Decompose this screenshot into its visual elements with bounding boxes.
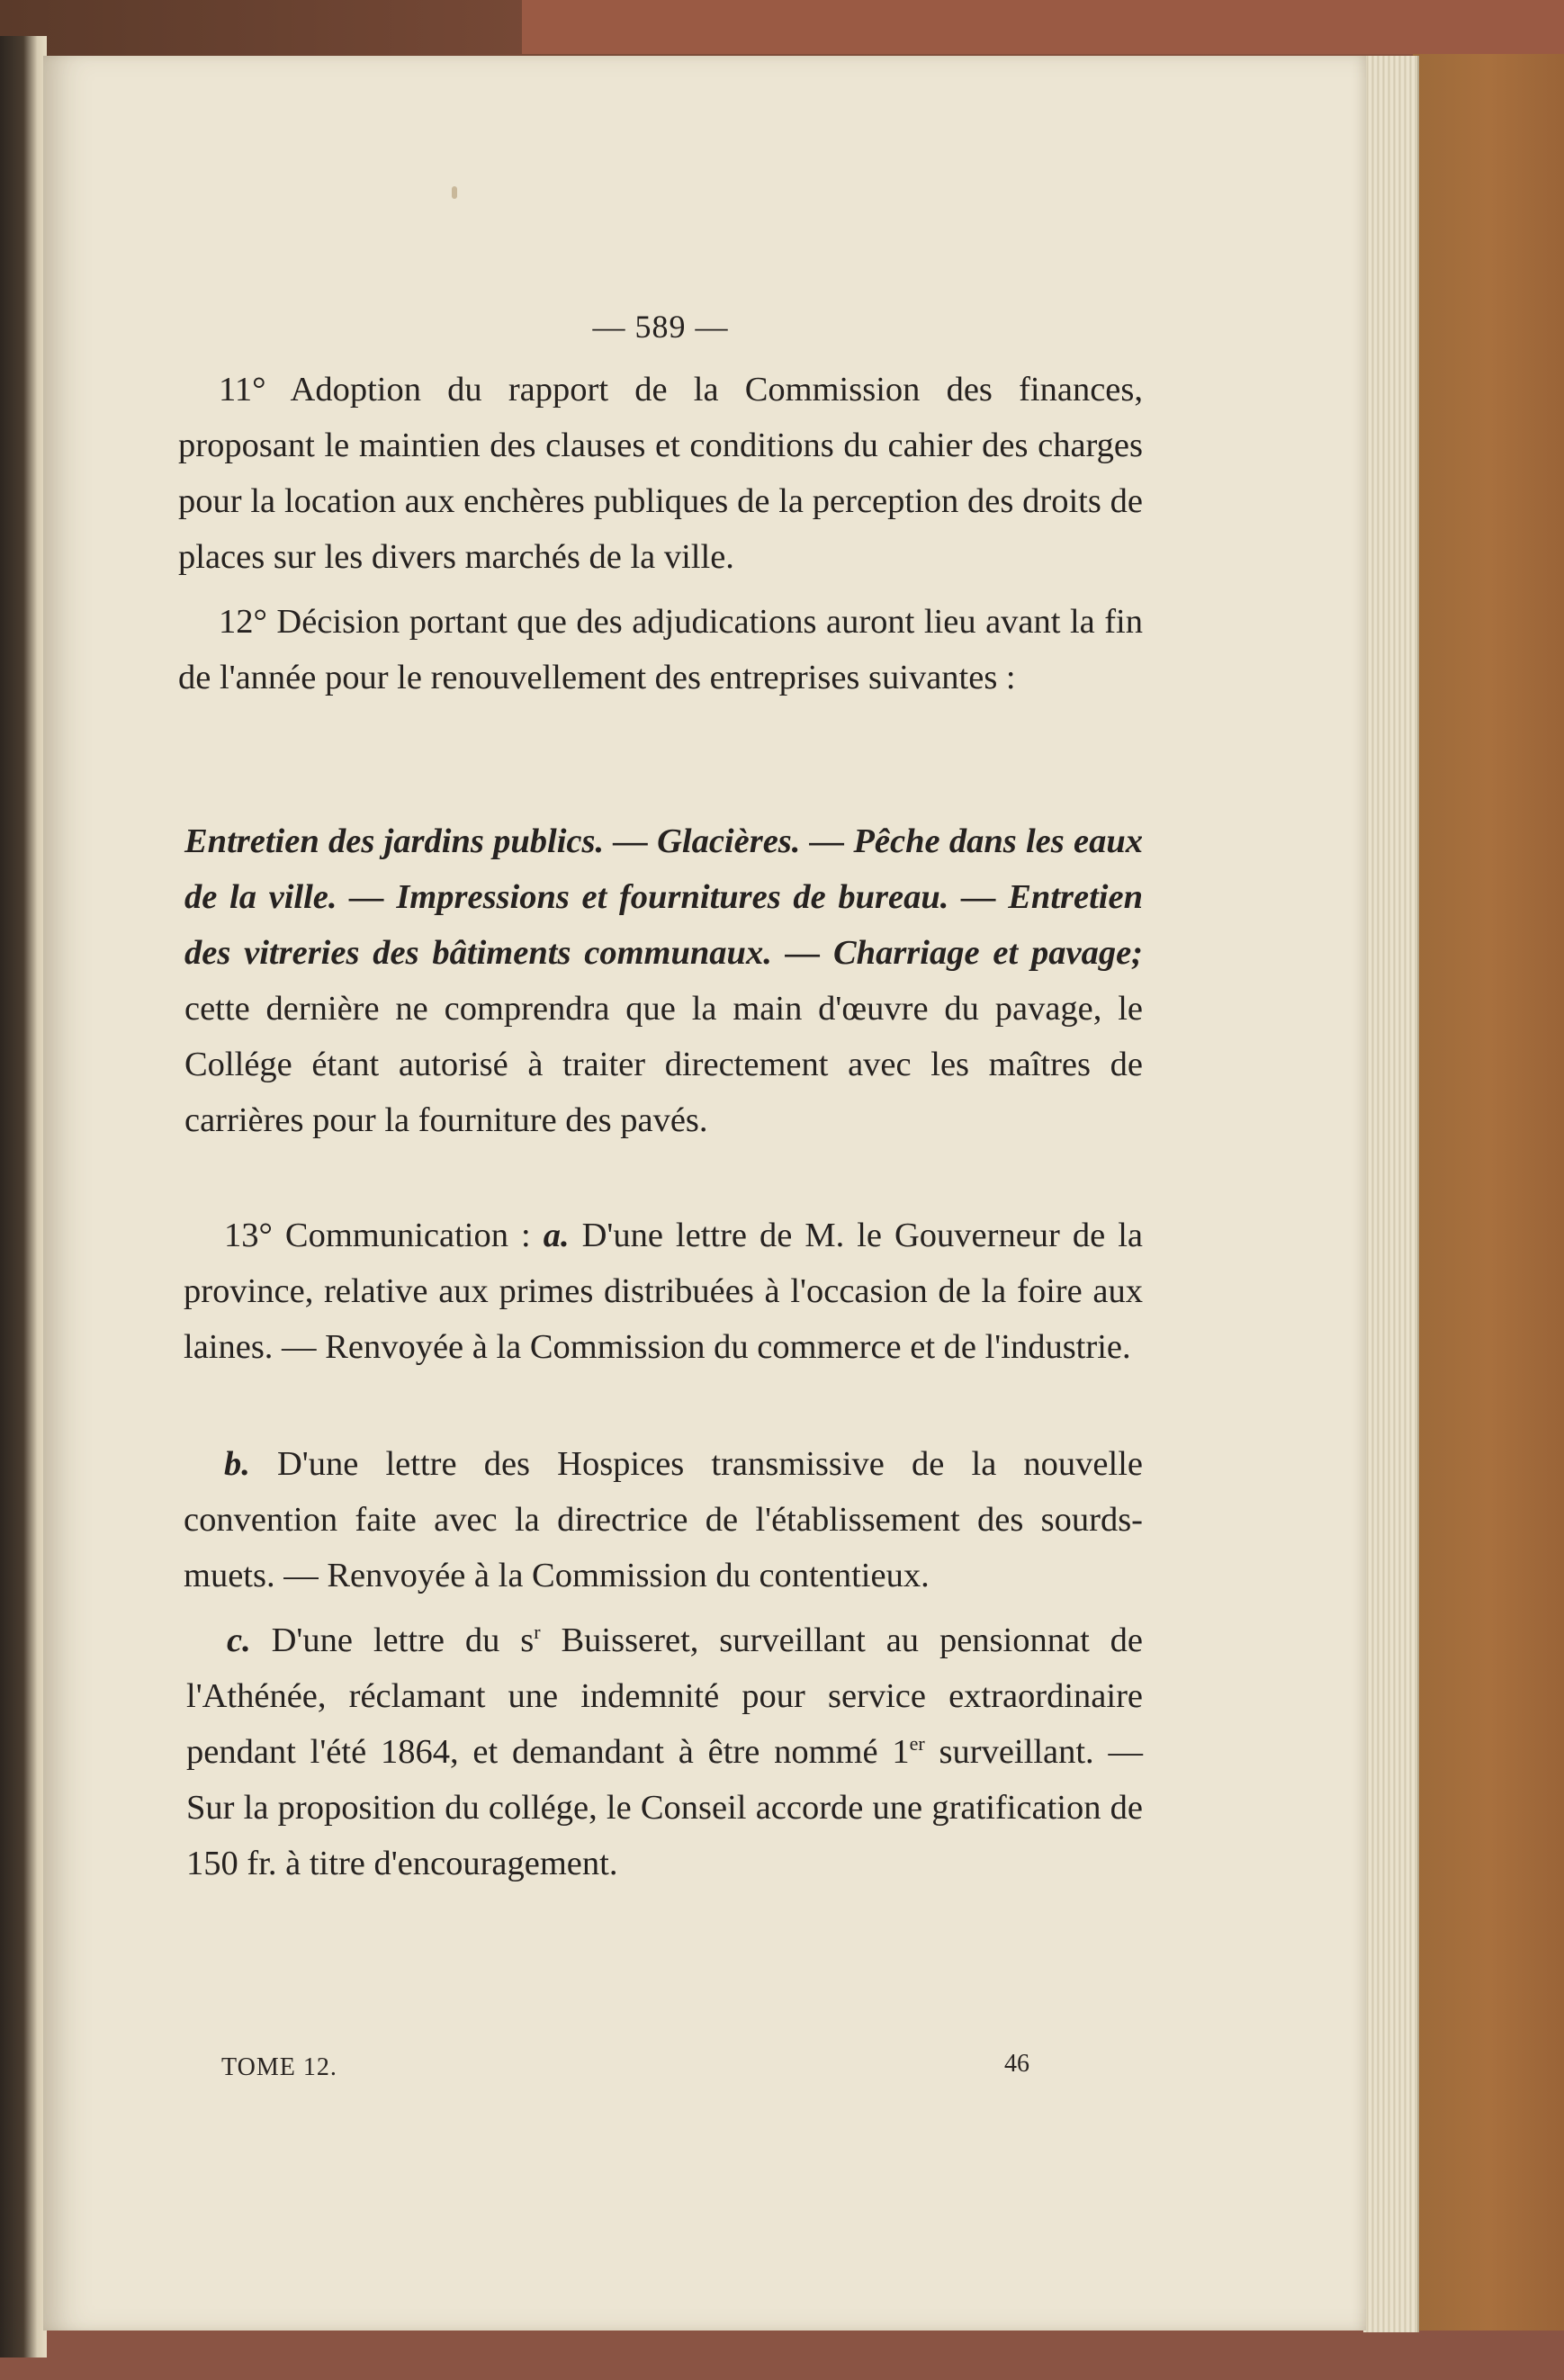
paragraph-13-a: [184, 1208, 1143, 1375]
paragraph-13-b: [184, 1436, 1143, 1603]
footer-signature-mark: 46: [1004, 2050, 1029, 2078]
paper-speck: [452, 186, 457, 199]
page-edges: [1363, 56, 1419, 2332]
footer-volume: TOME 12.: [221, 2053, 337, 2081]
paragraph-12-items: [184, 813, 1143, 1148]
item-a-text: D'une lettre de M. le Gouverneur de la province, relative aux primes distribuées à l'occasion de la foire aux laines. — Renvoyée à la Commission du commerce et de l'industrie.: [184, 1217, 1144, 1366]
communication-heading: 13° Communication :: [224, 1217, 544, 1254]
paragraph-13-c: [186, 1612, 1143, 1891]
superscript-r: r: [534, 1621, 541, 1644]
book-gutter: [0, 36, 47, 2358]
item-c-text-1: D'une lettre du s: [250, 1621, 535, 1659]
cover-right-board: [1413, 54, 1564, 2358]
item-b-text: D'une lettre des Hospices transmissive de la nouvelle convention faite avec la directrice de l'établissement des sourds-muets. — Renvoyée à la Commission du contentieux.: [184, 1445, 1143, 1594]
page-number: — 589 —: [592, 309, 729, 345]
superscript-er: er: [909, 1732, 925, 1756]
cover-top-edge: [522, 0, 1564, 54]
paragraph-11: 11° Adoption du rapport de la Commission des finances, proposant le maintien des clauses et conditions du cahier des charges pour la location aux enchères publiques de la perception des droits de places sur les divers marchés de la ville.: [178, 371, 1143, 576]
item-a-label: a.: [543, 1217, 570, 1254]
paragraph-12: 12° Décision portant que des adjudications auront lieu avant la fin de l'année pour le renouvellement des entreprises suivantes :: [178, 603, 1143, 696]
book-page: [43, 56, 1366, 2331]
item-c-text-3: surveillant. — Sur la proposition du collége, le Conseil accorde une gratification de 150 fr. à titre d'encouragement.: [186, 1733, 1143, 1882]
cover-bottom-edge: [0, 2331, 1564, 2380]
item-c-text-2: Buisseret, surveillant au pensionnat de l'Athénée, réclamant une indemnité pour service extraordinaire pendant l'été 1864, et demandant à être nommé 1: [186, 1621, 1144, 1771]
item-b-label: b.: [224, 1445, 250, 1483]
enterprises-list: Entretien des jardins publics. — Glacières. — Pêche dans les eaux de la ville. — Impressions et fournitures de bureau. — Entretien des vitreries des bâtiments communaux. — Charriage et pavage;: [184, 822, 1143, 972]
enterprises-note: cette dernière ne comprendra que la main d'œuvre du pavage, le Collége étant autorisé à traiter directement avec les maîtres de carrières pour la fourniture des pavés.: [184, 990, 1143, 1139]
item-c-label: c.: [227, 1621, 251, 1659]
